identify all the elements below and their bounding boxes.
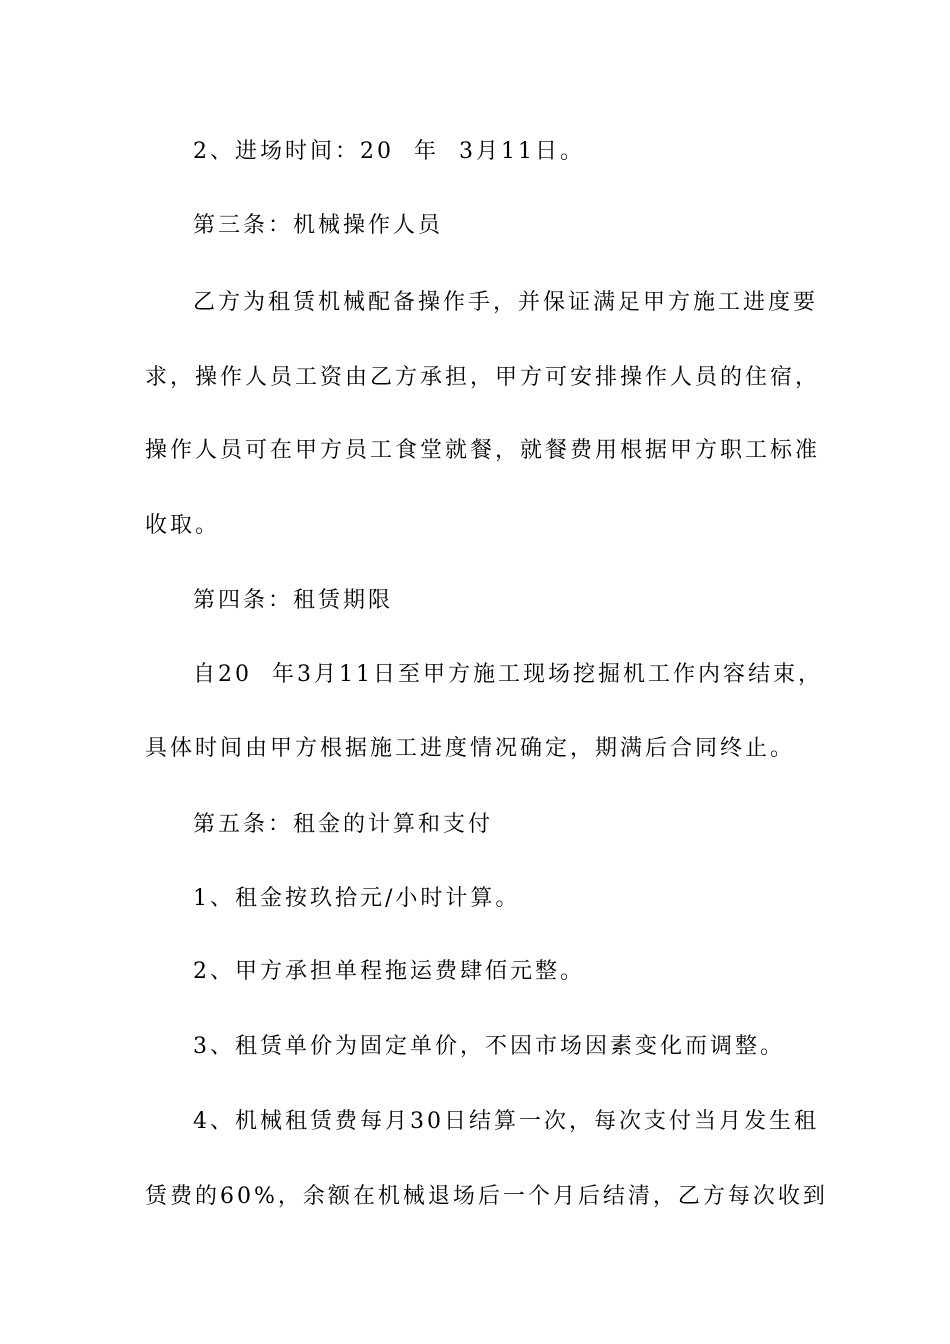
article-5-item-3: 3、租赁单价为固定单价，不因市场因素变化而调整。 [193, 1034, 785, 1059]
article-5-item-4-line-2: 赁费的60%，余额在机械退场后一个月后结清，乙方每次收到 [145, 1184, 828, 1209]
article-5-item-2: 2、甲方承担单程拖运费肆佰元整。 [193, 959, 585, 984]
article-5-item-1: 1、租金按玖拾元/小时计算。 [193, 886, 521, 911]
article-3-paragraph-line-1: 乙方为租赁机械配备操作手，并保证满足甲方施工进度要 [193, 290, 819, 315]
clause-2-entry-time: 2、进场时间：20 年 3月11日。 [193, 139, 585, 164]
article-3-heading: 第三条：机械操作人员 [193, 213, 444, 238]
article-3-paragraph-line-4: 收取。 [145, 513, 221, 538]
article-3-paragraph-line-3: 操作人员可在甲方员工食堂就餐，就餐费用根据甲方职工标准 [145, 438, 821, 463]
article-3-paragraph-line-2: 求，操作人员工资由乙方承担，甲方可安排操作人员的住宿， [145, 365, 821, 390]
article-5-item-4-line-1: 4、机械租赁费每月30日结算一次，每次支付当月发生租 [193, 1109, 819, 1134]
article-4-heading: 第四条：租赁期限 [193, 588, 394, 613]
article-5-heading: 第五条：租金的计算和支付 [193, 812, 494, 837]
article-4-paragraph-line-2: 具体时间由甲方根据施工进度情况确定，期满后合同终止。 [145, 736, 796, 761]
article-4-paragraph-line-1: 自20 年3月11日至甲方施工现场挖掘机工作内容结束， [193, 662, 823, 687]
